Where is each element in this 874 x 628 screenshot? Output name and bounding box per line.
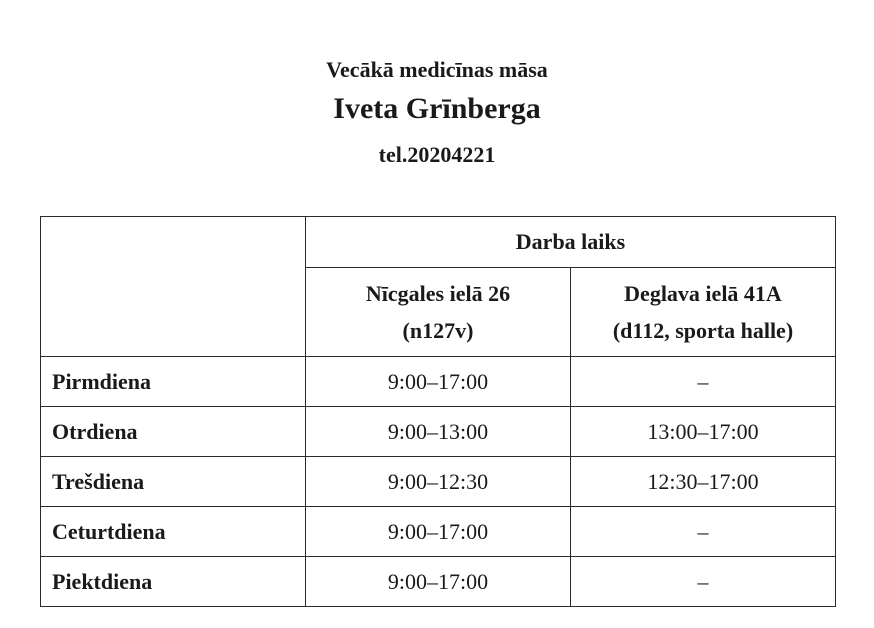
hours-cell-loc1: 9:00–17:00 [306,557,571,607]
location-room: (n127v) [402,318,474,343]
day-label: Trešdiena [41,457,306,507]
work-schedule-table [40,216,836,607]
hours-cell-loc1: 9:00–13:00 [306,407,571,457]
table-row [41,457,836,507]
hours-cell-loc1: 9:00–12:30 [306,457,571,507]
hours-cell-loc2: 13:00–17:00 [571,407,836,457]
location-address: Nīcgales ielā 26 [365,281,511,306]
corner-cell [41,217,306,357]
day-label: Pirmdiena [41,357,306,407]
hours-cell-loc2: 12:30–17:00 [571,457,836,507]
hours-cell-loc1: 9:00–17:00 [306,507,571,557]
location-header-deglava [571,268,836,357]
table-row [41,557,836,607]
hours-cell-loc2: – [571,357,836,407]
person-name: Iveta Grīnberga [333,92,541,125]
day-label: Ceturtdiena [41,507,306,557]
day-label: Piektdiena [41,557,306,607]
table-row [41,357,836,407]
location-room: (d112, sporta halle) [612,318,794,343]
table-row [41,407,836,457]
hours-cell-loc2: – [571,557,836,607]
day-label: Otrdiena [41,407,306,457]
location-address: Deglava ielā 41A [624,281,782,306]
phone-number: tel.20204221 [378,142,496,167]
hours-cell-loc2: – [571,507,836,557]
table-header-row [41,217,836,268]
work-hours-header: Darba laiks [306,217,836,268]
hours-cell-loc1: 9:00–17:00 [306,357,571,407]
role-title: Vecākā medicīnas māsa [326,57,548,82]
location-header-nicgales [306,268,571,357]
table-row [41,507,836,557]
